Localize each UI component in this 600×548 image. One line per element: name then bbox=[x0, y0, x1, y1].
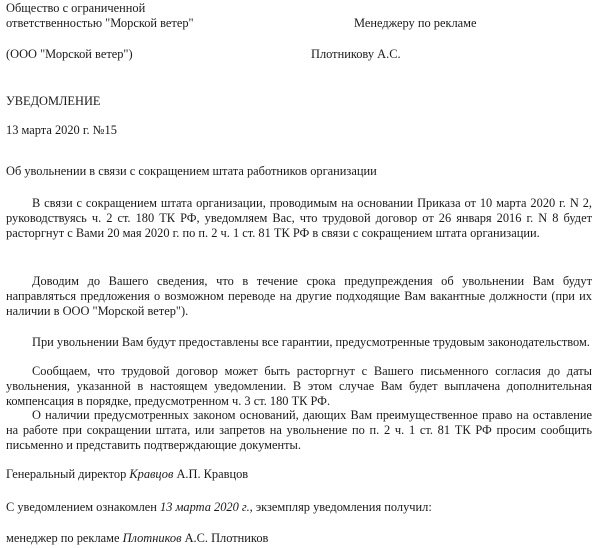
recipient-position: Менеджеру по рекламе bbox=[354, 16, 477, 30]
paragraph-text: О наличии предусмотренных законом оснований, дающих Вам преимущественное право на оставление на работе при сокращении штата, или запретов на увольнение по п. 2 ч. 1 ст. 81 ТК РФ просим сообщить письменно и представить подтверждающие документы. bbox=[6, 408, 592, 452]
org-name-line1: Общество с ограниченной bbox=[6, 1, 146, 15]
employee-signature-line bbox=[6, 531, 268, 546]
body-paragraph-2 bbox=[6, 274, 592, 319]
acknowledgement-line bbox=[6, 500, 432, 515]
acknowledgement-prefix: С уведомлением ознакомлен bbox=[6, 500, 157, 514]
body-paragraph-1 bbox=[6, 196, 592, 241]
recipient-name: Плотникову А.С. bbox=[311, 47, 401, 61]
employee-title: менеджер по рекламе bbox=[6, 531, 120, 545]
director-signature-line bbox=[6, 467, 248, 482]
body-paragraph-5 bbox=[6, 408, 592, 453]
employee-name: А.С. Плотников bbox=[184, 531, 269, 545]
employee-signature: Плотников bbox=[122, 531, 182, 545]
paragraph-text: В связи с сокращением штата организации, проводимым на основании Приказа от 10 марта 2020 г. N 2, руководствуясь ч. 2 ст. 180 ТК РФ, уведомляем Вас, что трудовой договор от 26 января 2016 г. N 8 будет расторгнут с Вами 20 мая 2020 г. по п. 2 ч. 1 ст. 81 ТК РФ в связи с сокращением штата организации. bbox=[6, 196, 592, 240]
document-type: УВЕДОМЛЕНИЕ bbox=[6, 94, 101, 108]
org-name-line2: ответственностью "Морской ветер" bbox=[6, 16, 194, 30]
paragraph-text: Сообщаем, что трудовой договор может быть расторгнут с Вашего письменного согласия до даты увольнения, указанной в настоящем уведомлении. В этом случае Вам будет выплачена дополнительная компенсация в порядке, предусмотренном ч. 3 ст. 180 ТК РФ. bbox=[6, 364, 592, 408]
paragraph-text: Доводим до Вашего сведения, что в течение срока предупреждения об увольнении Вам будут направляться предложения о возможном переводе на другие подходящие Вам вакантные должности (при их наличии в ООО "Морской ветер"). bbox=[6, 274, 592, 318]
director-signature: Кравцов bbox=[129, 467, 174, 481]
acknowledgement-date: 13 марта 2020 г. bbox=[160, 500, 250, 514]
org-short-name: (ООО "Морской ветер") bbox=[6, 47, 133, 61]
document-date-number: 13 марта 2020 г. №15 bbox=[6, 123, 117, 137]
paragraph-text: При увольнении Вам будут предоставлены все гарантии, предусмотренные трудовым законодательством. bbox=[32, 335, 590, 349]
body-paragraph-3 bbox=[6, 335, 592, 350]
document-subject: Об увольнении в связи с сокращением штата работников организации bbox=[6, 164, 377, 178]
director-title: Генеральный директор bbox=[6, 467, 127, 481]
body-paragraph-4 bbox=[6, 364, 592, 409]
acknowledgement-suffix: , экземпляр уведомления получил: bbox=[249, 500, 432, 514]
director-name: А.П. Кравцов bbox=[176, 467, 249, 481]
